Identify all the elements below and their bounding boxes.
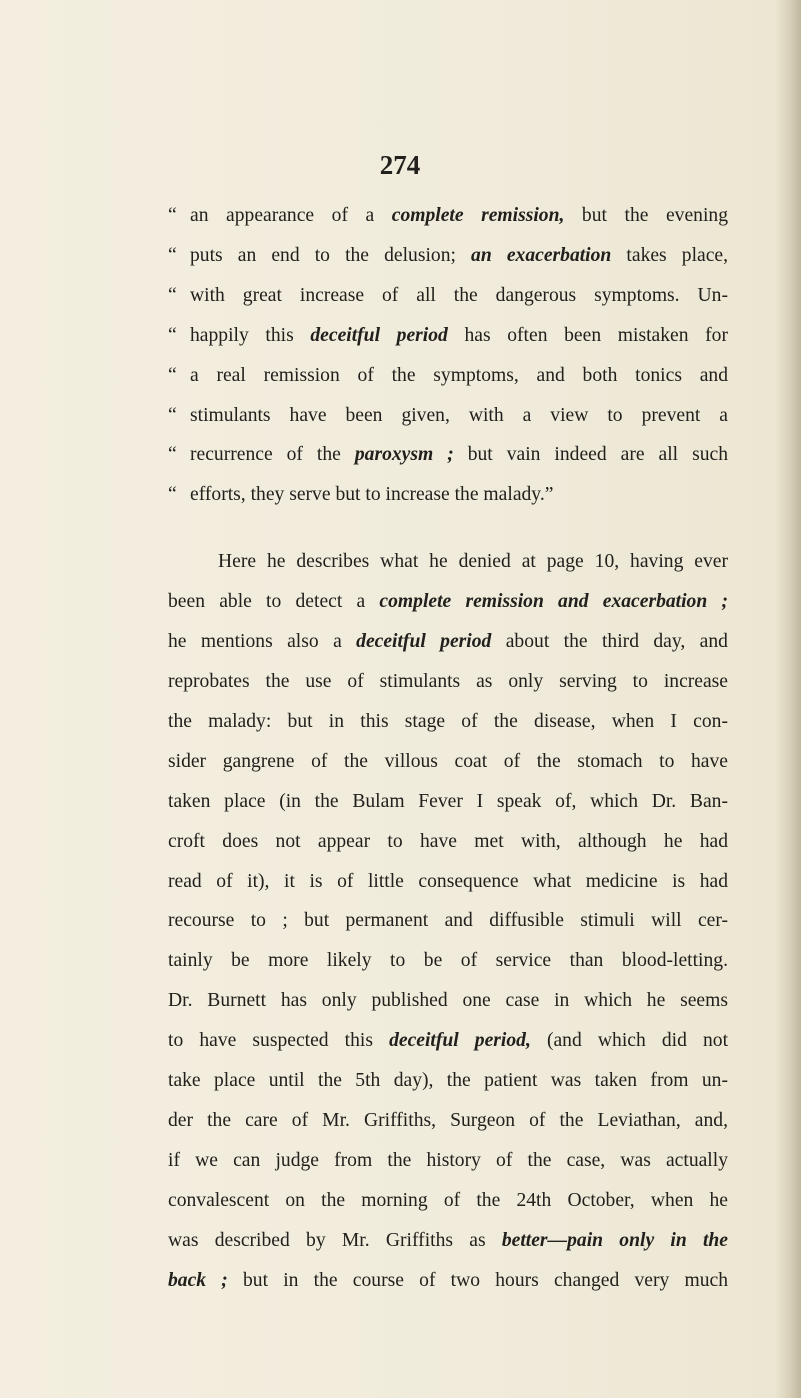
body-paragraph (168, 542, 728, 1300)
text-run: to have suspected this (168, 1030, 390, 1052)
quote-mark: “ (168, 244, 177, 266)
quote-line (168, 276, 728, 316)
quoted-passage (168, 196, 728, 515)
quote-line (168, 396, 728, 436)
body-line (168, 1141, 728, 1181)
body-line (168, 862, 728, 902)
quote-line (168, 196, 728, 236)
italic-phrase: an exacerbation (471, 244, 612, 266)
body-line (168, 542, 728, 582)
text-run: an appearance of a (190, 205, 392, 226)
body-line (168, 742, 728, 782)
text-run: about the third day, and (491, 631, 728, 653)
text-run: happily this (190, 324, 311, 346)
body-line (168, 1221, 728, 1261)
body-line (168, 582, 728, 622)
quote-line (168, 435, 728, 475)
text-run: convalescent on the morning of the 24th October, when he (168, 1189, 728, 1211)
text-run: der the care of Mr. Griffiths, Surgeon of the Leviathan, and, (168, 1109, 728, 1131)
text-run: takes place, (611, 244, 729, 266)
italic-phrase: deceitful period (310, 324, 448, 346)
quote-line (168, 475, 728, 515)
italic-phrase: deceitful period, (389, 1030, 531, 1052)
quote-line (168, 236, 728, 276)
italic-phrase: better—pain only in the (501, 1229, 729, 1251)
quote-mark: “ (168, 364, 177, 386)
body-line (168, 1061, 728, 1101)
text-run: Here he describes what he denied at page 10, having ever (218, 551, 728, 573)
italic-phrase: back ; (168, 1269, 228, 1291)
body-line (168, 782, 728, 822)
quote-mark: “ (168, 205, 177, 226)
page-number: 274 (379, 150, 421, 180)
text-run: Dr. Burnett has only published one case in which he seems (168, 990, 728, 1012)
body-line (168, 822, 728, 862)
body-line (168, 1181, 728, 1221)
italic-phrase: paroxysm ; (354, 444, 454, 466)
text-run: recurrence of the (190, 444, 355, 466)
text-run: take place until the 5th day), the patient was taken from un- (168, 1070, 728, 1092)
body-line (168, 622, 728, 662)
text-run: croft does not appear to have met with, although he had (168, 830, 728, 852)
italic-phrase: deceitful period (356, 631, 492, 653)
text-run: but the evening (564, 205, 728, 226)
quote-mark: “ (168, 484, 177, 506)
body-line (168, 901, 728, 941)
italic-phrase: complete remission and exacerbation ; (379, 591, 728, 613)
text-run: taken place (in the Bulam Fever I speak of, which Dr. Ban- (168, 790, 728, 812)
body-line (168, 662, 728, 702)
text-run: he mentions also a (168, 631, 357, 653)
text-run: efforts, they serve but to increase the malady.” (190, 484, 554, 506)
text-run: with great increase of all the dangerous symptoms. Un- (190, 284, 728, 306)
text-run: was described by Mr. Griffiths as (168, 1229, 502, 1251)
body-line (168, 941, 728, 981)
italic-phrase: complete remission, (391, 205, 565, 226)
text-run: if we can judge from the history of the case, was actually (168, 1149, 728, 1171)
text-run: tainly be more likely to be of service than blood-letting. (168, 950, 728, 972)
quote-line (168, 356, 728, 396)
paragraph-gap (168, 515, 728, 542)
text-run: (and which did not (530, 1030, 729, 1052)
page-edge-shadow (775, 0, 801, 1398)
page-text (168, 196, 728, 1300)
quote-mark: “ (168, 284, 177, 306)
text-run: has often been mistaken for (447, 324, 728, 346)
quote-mark: “ (168, 444, 177, 466)
text-run: a real remission of the symptoms, and both tonics and (190, 364, 728, 386)
text-run: been able to detect a (168, 591, 380, 613)
quote-mark: “ (168, 324, 177, 346)
text-run: but in the course of two hours changed very much (227, 1269, 728, 1291)
body-line (168, 1261, 728, 1301)
text-run: the malady: but in this stage of the disease, when I con- (168, 710, 728, 732)
text-run: recourse to ; but permanent and diffusible stimuli will cer- (168, 910, 728, 932)
text-run: stimulants have been given, with a view to prevent a (190, 404, 728, 426)
body-line (168, 1021, 728, 1061)
body-line (168, 702, 728, 742)
text-run: puts an end to the delusion; (190, 244, 472, 266)
text-run: but vain indeed are all such (453, 444, 728, 466)
body-line (168, 1101, 728, 1141)
body-line (168, 981, 728, 1021)
quote-mark: “ (168, 404, 177, 426)
text-run: reprobates the use of stimulants as only serving to increase (168, 670, 728, 692)
quote-line (168, 316, 728, 356)
text-run: sider gangrene of the villous coat of the stomach to have (168, 750, 728, 772)
text-run: read of it), it is of little consequence what medicine is had (168, 870, 728, 892)
